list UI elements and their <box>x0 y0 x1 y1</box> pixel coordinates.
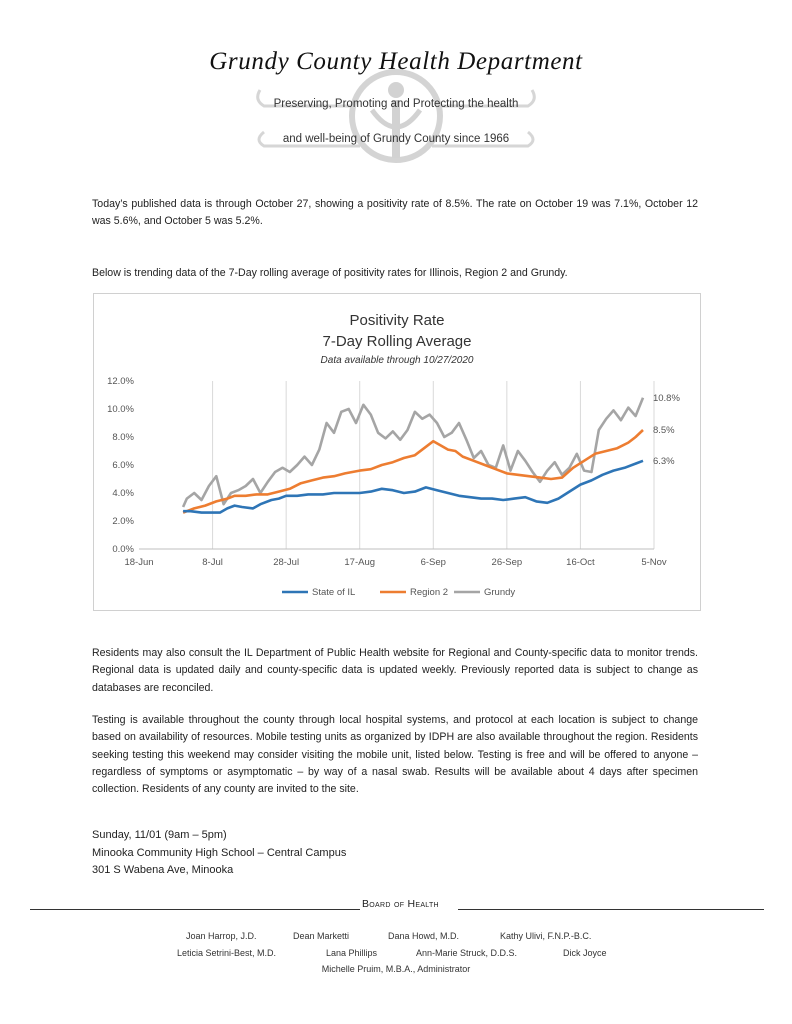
legend-label: Grundy <box>484 587 516 598</box>
legend-label: State of IL <box>312 587 356 598</box>
x-tick-label: 5-Nov <box>641 557 667 568</box>
x-tick-label: 8-Jul <box>202 557 223 568</box>
positivity-rate-chart <box>93 293 701 611</box>
x-tick-label: 28-Jul <box>273 557 300 568</box>
y-tick-label: 2.0% <box>112 516 134 527</box>
intro-paragraph: Today’s published data is through October 27, showing a positivity rate of 8.5%. The rate on October 19 was 7.1%, October 12 was 5.6%, and October 5 was 5.2%. <box>92 198 698 228</box>
event-address: 301 S Wabena Ave, Minooka <box>92 864 234 876</box>
board-member: Lana Phillips <box>326 948 378 958</box>
chart-canvas <box>94 294 700 610</box>
chart-subtitle: 7-Day Rolling Average <box>322 333 472 350</box>
board-divider-right <box>458 909 764 910</box>
x-tick-label: 26-Sep <box>491 557 523 568</box>
testing-paragraph: Testing is available throughout the county through local hospital systems, and protocol at each location is subject to change based on availability of resources. Mobile testing units as organized by IDPH are also available throughout the region. Residents seeking testing this weekend may consider visiting the mobile unit, listed below. Testing is free and will be offered to anyone – regardless of symptoms or asymptomatic – by way of a nasal swab. Results will be available about 4 days after specimen collection. Residents of any county are invited to the site. <box>92 714 698 796</box>
event-location: Minooka Community High School – Central Campus <box>92 846 347 859</box>
board-member: Leticia Setrini-Best, M.D. <box>177 948 277 958</box>
board-member: Dana Howd, M.D. <box>388 931 460 941</box>
y-tick-label: 8.0% <box>112 432 134 443</box>
y-tick-label: 0.0% <box>112 544 134 555</box>
residents-paragraph: Residents may also consult the IL Department of Public Health website for Regional and County-specific data to monitor trends. Regional data is updated daily and county-specific data is updated weekly. Previously reported data is subject to change as databases are reconciled. <box>92 647 698 694</box>
board-member: Ann-Marie Struck, D.D.S. <box>416 948 518 958</box>
trend-intro-paragraph: Below is trending data of the 7-Day rolling average of positivity rates for Illinois, Region 2 and Grundy. <box>92 267 568 279</box>
x-tick-label: 16-Oct <box>566 557 595 568</box>
series-end-label: 10.8% <box>652 392 680 404</box>
y-tick-label: 10.0% <box>107 404 134 415</box>
x-tick-label: 6-Sep <box>420 557 446 568</box>
series-end-label: 8.5% <box>652 425 675 436</box>
event-date: Sunday, 11/01 (9am – 5pm) <box>92 829 227 841</box>
board-title: Board of Health <box>362 898 439 910</box>
y-tick-label: 4.0% <box>112 488 134 499</box>
x-tick-label: 17-Aug <box>344 557 376 568</box>
tagline-line-2: and well-being of Grundy County since 1966 <box>282 133 510 145</box>
board-divider-left <box>30 909 360 910</box>
series-line-region-2 <box>183 430 643 513</box>
legend-label: Region 2 <box>410 587 449 598</box>
board-member: Dick Joyce <box>563 948 607 958</box>
y-tick-label: 6.0% <box>112 460 134 471</box>
page-title: Grundy County Health Department <box>209 48 583 75</box>
chart-title: Positivity Rate <box>349 312 445 329</box>
county-seal-icon <box>250 60 542 172</box>
chart-note: Data available through 10/27/2020 <box>320 355 474 366</box>
tagline-line-1: Preserving, Promoting and Protecting the health <box>273 98 519 110</box>
testing-event <box>92 827 346 880</box>
administrator: Michelle Pruim, M.B.A., Administrator <box>321 964 471 974</box>
y-tick-label: 12.0% <box>107 376 134 387</box>
x-tick-label: 18-Jun <box>124 557 154 568</box>
board-member: Joan Harrop, J.D. <box>186 931 257 941</box>
board-member: Kathy Ulivi, F.N.P.-B.C. <box>500 931 592 941</box>
series-end-label: 6.3% <box>652 455 675 467</box>
board-member: Dean Marketti <box>293 931 350 941</box>
